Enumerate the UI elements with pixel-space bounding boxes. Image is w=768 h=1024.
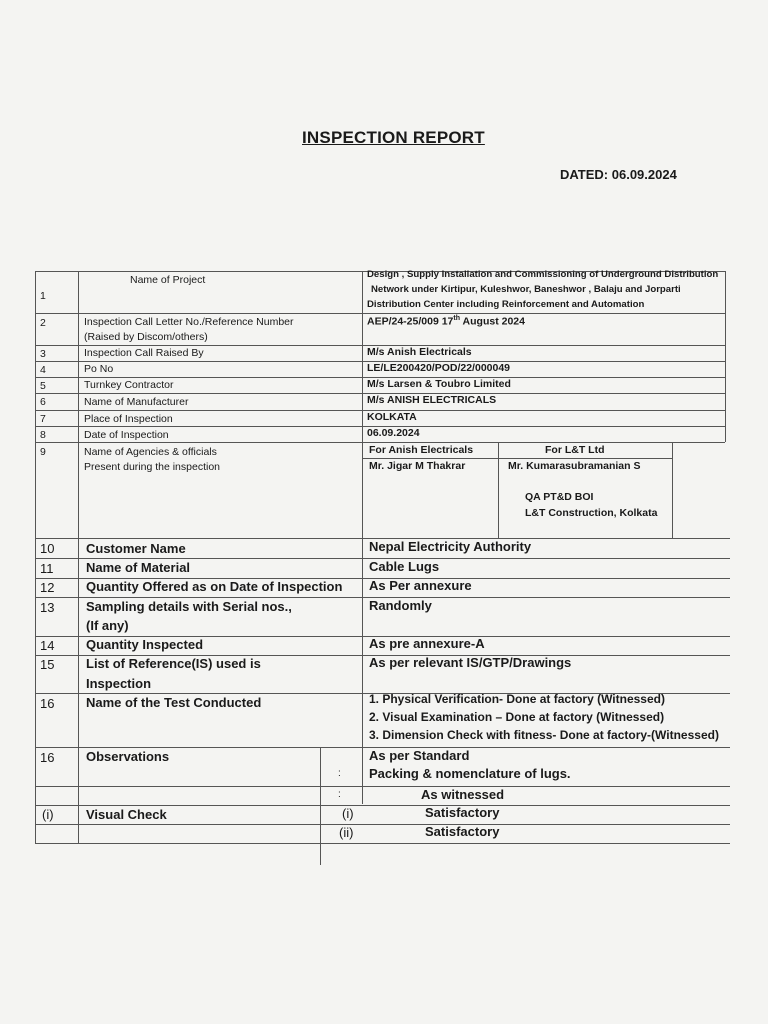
- row-label: Quantity Offered as on Date of Inspection: [86, 579, 343, 594]
- table-rule: [35, 271, 36, 843]
- row-number: 11: [40, 561, 54, 576]
- row-number: 10: [40, 541, 55, 556]
- row-label: Date of Inspection: [84, 429, 169, 441]
- row-label: Name of Agencies & officials: [84, 446, 217, 458]
- row-label: Quantity Inspected: [86, 637, 204, 652]
- row-label: Present during the inspection: [84, 461, 221, 473]
- row-label: Observations: [86, 749, 170, 764]
- agency-anish-official: Mr. Jigar M Thakrar: [369, 460, 466, 472]
- row-value: As per Standard: [369, 748, 470, 763]
- row-number: 8: [40, 429, 46, 441]
- table-rule: [672, 442, 673, 538]
- row-value: As pre annexure-A: [369, 636, 485, 651]
- test-item: 1. Physical Verification- Done at factory (Witnessed): [369, 692, 665, 706]
- table-rule: [35, 843, 730, 844]
- row-value: Nepal Electricity Authority: [369, 539, 532, 554]
- row-value: Network under Kirtipur, Kuleshwor, Baneshwor , Balaju and Jorparti: [371, 284, 681, 295]
- row-number: 6: [40, 396, 46, 408]
- row-number: 16: [40, 750, 55, 765]
- row-label: Customer Name: [86, 541, 186, 556]
- row-value: Randomly: [369, 598, 432, 613]
- row-label: Inspection: [86, 676, 152, 691]
- table-rule: [498, 442, 499, 538]
- ordinal-suffix: th: [453, 315, 461, 322]
- row-value: Design , Supply Installation and Commissioning of Underground Distribution: [367, 269, 719, 280]
- po-reference: AEP/24-25/009 17: [367, 315, 454, 328]
- row-label: (Raised by Discom/others): [84, 331, 208, 343]
- row-number: 5: [40, 380, 46, 392]
- row-value: M/s ANISH ELECTRICALS: [367, 394, 497, 406]
- row-label: List of Reference(IS) used is: [86, 656, 261, 671]
- row-label: Name of the Test Conducted: [86, 695, 262, 710]
- table-rule: [35, 442, 725, 443]
- row-label: Inspection Call Letter No./Reference Number: [84, 316, 294, 328]
- table-rule: [320, 747, 321, 865]
- row-number: 3: [40, 348, 46, 360]
- row-label: Name of Project: [130, 274, 206, 286]
- table-rule: [725, 271, 726, 442]
- row-value: [367, 315, 525, 328]
- row-number: 2: [40, 317, 46, 329]
- row-value: Cable Lugs: [369, 559, 440, 574]
- row-label: Turnkey Contractor: [84, 379, 174, 391]
- agency-anish-heading: For Anish Electricals: [369, 444, 474, 456]
- row-number: 16: [40, 696, 55, 711]
- row-number: 14: [40, 638, 55, 653]
- agency-lt-heading: For L&T Ltd: [545, 444, 605, 456]
- row-label: Sampling details with Serial nos.,: [86, 599, 292, 614]
- agency-lt-location: L&T Construction, Kolkata: [525, 507, 658, 519]
- row-value: Distribution Center including Reinforcement and Automation: [367, 299, 645, 310]
- row-number: 4: [40, 364, 46, 376]
- row-number: 9: [40, 446, 46, 458]
- test-item: 3. Dimension Check with fitness- Done at factory-(Witnessed): [369, 728, 719, 742]
- row-number: (i): [42, 807, 54, 822]
- colon: :: [338, 768, 341, 779]
- sub-item-value: Satisfactory: [425, 805, 500, 820]
- test-item: 2. Visual Examination – Done at factory (Witnessed): [369, 710, 665, 724]
- sub-item-number: (i): [342, 806, 354, 821]
- row-label: Name of Manufacturer: [84, 396, 189, 408]
- report-date: DATED: 06.09.2024: [560, 167, 677, 182]
- sub-item-number: (ii): [339, 825, 354, 840]
- table-rule: [35, 824, 730, 825]
- row-value: M/s Larsen & Toubro Limited: [367, 378, 511, 390]
- agency-lt-department: QA PT&D BOI: [525, 491, 594, 503]
- row-value: Packing & nomenclature of lugs.: [369, 766, 571, 781]
- table-rule: [35, 313, 725, 314]
- row-number: 12: [40, 580, 55, 595]
- table-rule: [362, 458, 672, 459]
- po-reference-month: August 2024: [460, 315, 525, 328]
- colon: :: [338, 789, 341, 800]
- witnessed-note: As witnessed: [421, 787, 505, 802]
- agency-lt-official: Mr. Kumarasubramanian S: [508, 460, 641, 472]
- row-value: LE/LE200420/POD/22/000049: [367, 362, 511, 374]
- table-rule: [78, 271, 79, 843]
- table-rule: [362, 271, 363, 804]
- table-rule: [35, 805, 730, 806]
- row-value: 06.09.2024: [367, 427, 420, 439]
- row-label: (If any): [86, 618, 129, 633]
- row-number: 1: [40, 290, 46, 302]
- row-value: KOLKATA: [367, 411, 417, 423]
- row-value: As per relevant IS/GTP/Drawings: [369, 655, 572, 670]
- row-label: Po No: [84, 363, 114, 375]
- row-label: Visual Check: [86, 807, 167, 822]
- page-title: INSPECTION REPORT: [302, 128, 485, 147]
- table-rule: [35, 786, 730, 787]
- sub-item-value: Satisfactory: [425, 824, 500, 839]
- row-value: As Per annexure: [369, 578, 472, 593]
- row-value: M/s Anish Electricals: [367, 346, 472, 358]
- row-number: 13: [40, 600, 55, 615]
- row-label: Inspection Call Raised By: [84, 347, 204, 359]
- row-label: Name of Material: [86, 560, 191, 575]
- row-number: 7: [40, 413, 46, 425]
- row-label: Place of Inspection: [84, 413, 173, 425]
- row-number: 15: [40, 657, 55, 672]
